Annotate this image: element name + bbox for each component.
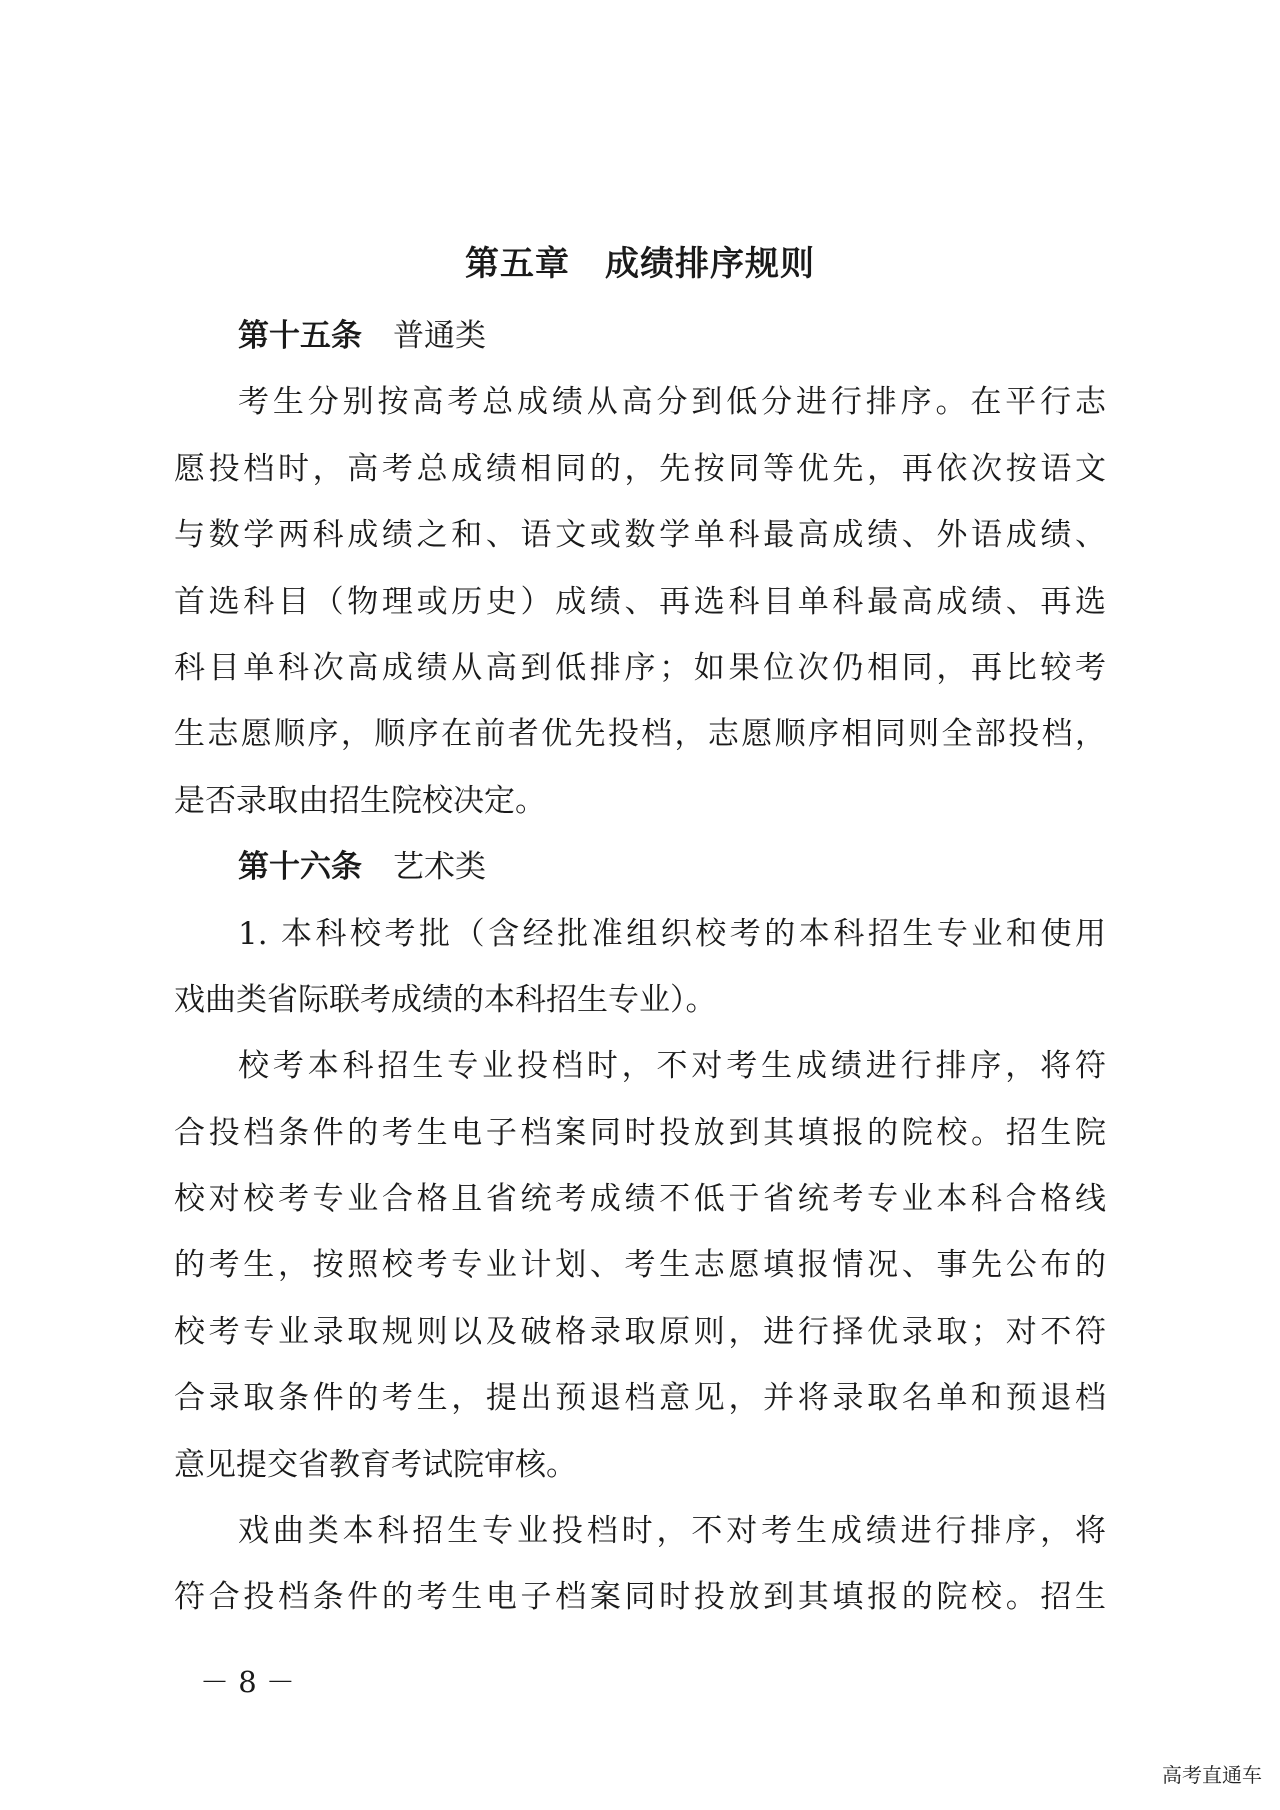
paragraph-line: 校对校考专业合格且省统考成绩不低于省统考专业本科合格线 (174, 1181, 1106, 1218)
paragraph-line: 考生分别按高考总成绩从高分到低分进行排序。在平行志 (238, 384, 1106, 421)
paragraph-line: 合录取条件的考生，提出预退档意见，并将录取名单和预退档 (174, 1380, 1106, 1417)
article-16-paragraph-2 (174, 1033, 1106, 1498)
paragraph-line: 的考生，按照校考专业计划、考生志愿填报情况、事先公布的 (174, 1247, 1106, 1284)
paragraph-line: 1. 本科校考批（含经批准组织校考的本科招生专业和使用 (238, 915, 1106, 952)
paragraph-line: 校考专业录取规则以及破格录取原则，进行择优录取；对不符 (174, 1313, 1106, 1350)
paragraph-line: 是否录取由招生院校决定。 (174, 782, 546, 819)
paragraph-line: 与数学两科成绩之和、语文或数学单科最高成绩、外语成绩、 (174, 517, 1106, 554)
page-number: － 8 － (200, 1665, 295, 1699)
paragraph-line: 科目单科次高成绩从高到低排序；如果位次仍相同，再比较考 (174, 649, 1106, 686)
article-15-number: 第十五条 (238, 318, 362, 354)
paragraph-line: 戏曲类省际联考成绩的本科招生专业）。 (174, 981, 717, 1018)
paragraph-line: 戏曲类本科招生专业投档时，不对考生成绩进行排序，将 (238, 1513, 1106, 1550)
paragraph-line: 愿投档时，高考总成绩相同的，先按同等优先，再依次按语文 (174, 450, 1106, 487)
chapter-title: 第五章 成绩排序规则 (465, 244, 815, 284)
watermark-text: 高考直通车 (1162, 1763, 1262, 1787)
article-16-number: 第十六条 (238, 849, 362, 886)
article-16-title: 艺术类 (393, 849, 486, 886)
article-16-heading (174, 834, 1106, 900)
paragraph-line: 意见提交省教育考试院审核。 (174, 1446, 577, 1483)
article-15-title: 普通类 (393, 318, 486, 354)
paragraph-line: 首选科目（物理或历史）成绩、再选科目单科最高成绩、再选 (174, 583, 1106, 620)
article-15-paragraph (174, 369, 1106, 834)
article-16-paragraph-3 (174, 1498, 1106, 1631)
body-text (174, 303, 1106, 1631)
paragraph-line: 符合投档条件的考生电子档案同时投放到其填报的院校。招生 (174, 1579, 1106, 1616)
paragraph-line: 校考本科招生专业投档时，不对考生成绩进行排序，将符 (238, 1048, 1106, 1085)
article-16-item-1 (174, 901, 1106, 1034)
paragraph-line: 生志愿顺序，顺序在前者优先投档，志愿顺序相同则全部投档， (174, 716, 1106, 753)
paragraph-line: 合投档条件的考生电子档案同时投放到其填报的院校。招生院 (174, 1114, 1106, 1151)
article-15-heading (174, 303, 1106, 369)
